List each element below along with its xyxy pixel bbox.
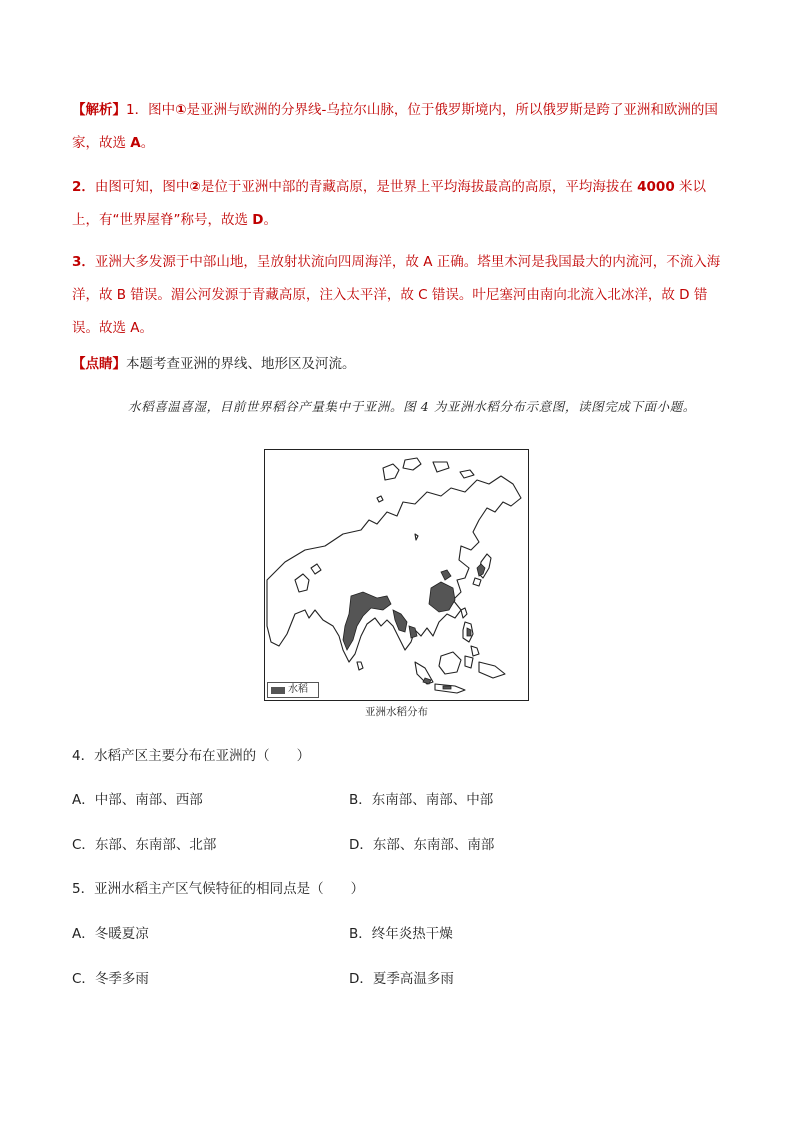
analysis-2-text-a: 由图可知，图中	[94, 179, 190, 195]
analysis-1-answer: A	[130, 135, 141, 151]
option-text: 夏季高温多雨	[372, 971, 454, 987]
comment-text: 本题考查亚洲的界线、地形区及河流。	[126, 356, 356, 372]
option-label: D．	[349, 837, 373, 853]
analysis-paragraph-1	[72, 94, 724, 160]
option-text: 中部、南部、西部	[94, 792, 203, 808]
asia-rice-map	[264, 449, 529, 701]
question-5-stem: 亚洲水稻主产区气候特征的相同点是（ ）	[94, 881, 365, 897]
asia-map-drawing	[265, 450, 528, 700]
analysis-2-text-c: 米以上，有“世界屋脊”称号，故选	[72, 179, 707, 228]
map-caption: 亚洲水稻分布	[365, 706, 428, 718]
analysis-2-text-b: 是位于亚洲中部的青藏高原，是世界上平均海拔最高的高原，平均海拔在	[200, 179, 638, 195]
option-label: A．	[72, 926, 95, 942]
question-4-option-c[interactable]	[72, 835, 216, 855]
option-text: 冬暖夏凉	[94, 926, 149, 942]
option-label: C．	[72, 971, 95, 987]
analysis-1-text-a: 1．图中	[126, 102, 176, 118]
option-label: B．	[349, 926, 372, 942]
question-5-option-a[interactable]	[72, 924, 149, 944]
analysis-3-text: 亚洲大多发源于中部山地，呈放射状流向四周海洋，故 A 正确。塔里木河是我国最大的内流河，不流入海洋，故 B 错误。湄公河发源于青藏高原，注入太平洋，故 C 错误。叶尼塞河由南向北流入北冰洋，故 D 错误。故选 A。	[72, 254, 721, 336]
analysis-tag: 【解析】	[72, 102, 126, 118]
question-5-number: 5．	[72, 881, 95, 897]
comment-tag: 【点睛】	[72, 356, 126, 372]
question-5-option-d[interactable]	[349, 969, 454, 989]
circled-number-1: ①	[175, 102, 187, 118]
question-5-option-c[interactable]	[72, 969, 149, 989]
option-text: 东部、东南部、北部	[94, 837, 217, 853]
option-text: 冬季多雨	[94, 971, 149, 987]
question-5	[72, 879, 364, 899]
option-label: D．	[349, 971, 373, 987]
analysis-paragraph-3	[72, 246, 724, 345]
question-4-number: 4．	[72, 748, 95, 764]
question-intro: 水稻喜温喜湿，目前世界稻谷产量集中于亚洲。图 4 为亚洲水稻分布示意图，读图完成下面小题。	[128, 399, 696, 414]
map-legend	[267, 682, 319, 698]
rice-legend-swatch	[271, 687, 285, 694]
option-label: C．	[72, 837, 95, 853]
option-text: 东南部、南部、中部	[371, 792, 494, 808]
analysis-2-answer: D	[252, 212, 264, 228]
analysis-paragraph-4	[72, 348, 724, 381]
question-4	[72, 746, 310, 766]
analysis-1-text-b: 是亚洲与欧洲的分界线-乌拉尔山脉，位于俄罗斯境内，所以俄罗斯是跨了亚洲和欧洲的国家，故选	[72, 102, 718, 151]
option-text: 终年炎热干燥	[371, 926, 453, 942]
analysis-2-height: 4000	[637, 179, 675, 195]
analysis-3-number: 3．	[72, 254, 95, 270]
legend-label: 水稻	[288, 684, 308, 695]
option-label: B．	[349, 792, 372, 808]
question-4-stem: 水稻产区主要分布在亚洲的（ ）	[94, 748, 311, 764]
option-text: 东部、东南部、南部	[372, 837, 495, 853]
question-4-option-a[interactable]	[72, 790, 203, 810]
option-label: A．	[72, 792, 95, 808]
circled-number-2: ②	[189, 179, 201, 195]
analysis-paragraph-2	[72, 171, 724, 237]
analysis-2-end: 。	[263, 212, 277, 228]
analysis-2-number: 2．	[72, 179, 95, 195]
question-4-option-d[interactable]	[349, 835, 494, 855]
question-5-option-b[interactable]	[349, 924, 453, 944]
question-4-option-b[interactable]	[349, 790, 493, 810]
analysis-1-end: 。	[140, 135, 155, 151]
